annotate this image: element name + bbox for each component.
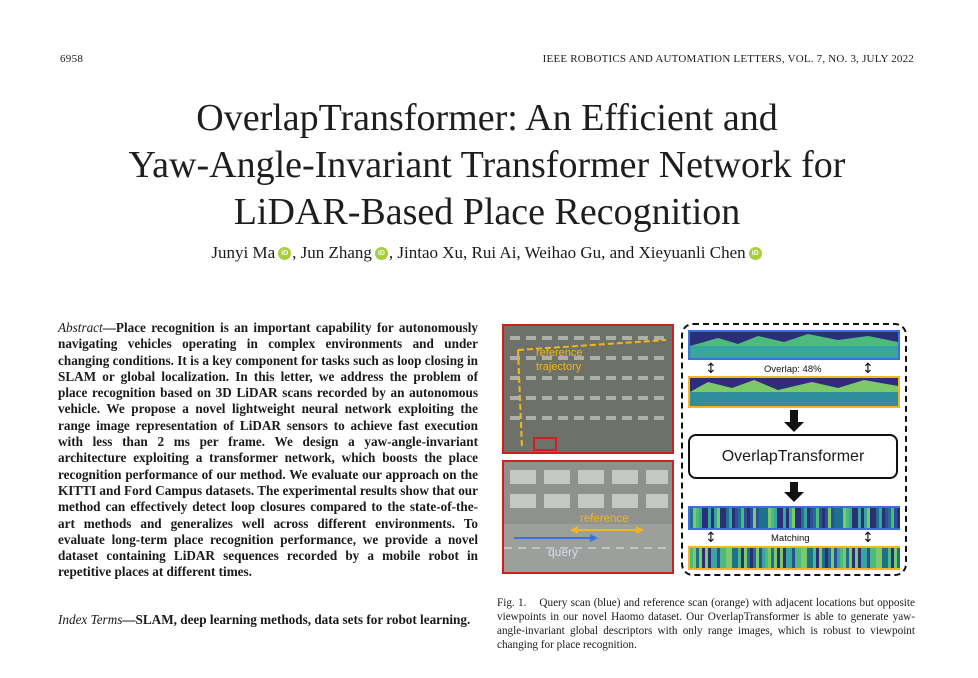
descriptor-stripe — [837, 508, 840, 528]
descriptor-stripe — [741, 548, 744, 568]
descriptor-stripe — [795, 508, 798, 528]
descriptor-stripe — [732, 548, 735, 568]
descriptor-stripe — [879, 548, 882, 568]
descriptor-stripe — [696, 548, 699, 568]
descriptor-stripe — [891, 508, 894, 528]
descriptor-stripe — [768, 508, 771, 528]
index-terms-lead: Index Terms — [58, 612, 123, 627]
descriptor-stripe — [723, 508, 726, 528]
reference-trajectory-label-2: trajectory — [536, 361, 582, 373]
orcid-icon[interactable]: iD — [375, 247, 388, 260]
descriptor-stripe — [708, 508, 711, 528]
title-line-2: Yaw-Angle-Invariant Transformer Network for — [128, 144, 846, 186]
descriptor-stripe — [816, 508, 819, 528]
descriptor-stripe — [750, 548, 753, 568]
descriptor-stripe — [738, 548, 741, 568]
descriptor-stripe — [720, 548, 723, 568]
descriptor-stripe — [765, 508, 768, 528]
descriptor-stripe — [834, 508, 837, 528]
descriptor-stripe — [762, 508, 765, 528]
descriptor-stripe — [798, 548, 801, 568]
descriptor-stripe — [708, 548, 711, 568]
descriptor-stripe — [771, 548, 774, 568]
descriptor-stripe — [831, 508, 834, 528]
descriptor-stripe — [813, 508, 816, 528]
down-arrow-icon — [784, 422, 804, 432]
descriptor-stripe — [855, 508, 858, 528]
descriptor-stripe — [897, 548, 900, 568]
descriptor-stripe — [861, 508, 864, 528]
descriptor-stripe — [789, 548, 792, 568]
descriptor-stripe — [777, 508, 780, 528]
descriptor-stripe — [774, 548, 777, 568]
descriptor-stripe — [822, 548, 825, 568]
updown-arrow-icon: ↕ — [862, 361, 874, 377]
author-2: , Jun Zhang — [292, 243, 372, 262]
descriptor-stripe — [780, 508, 783, 528]
descriptor-stripe — [726, 548, 729, 568]
running-header: IEEE ROBOTICS AND AUTOMATION LETTERS, VOL. 7, NO. 3, JULY 2022 — [542, 53, 914, 65]
descriptor-stripe — [792, 508, 795, 528]
descriptor-stripe — [810, 508, 813, 528]
descriptor-stripe — [810, 548, 813, 568]
caption-text: Query scan (blue) and reference scan (orange) with adjacent locations but opposite viewpoints in our novel Haomo dataset. Our OverlapTransformer is able to generate yaw-angle-invariant global descriptors with only range images, which is robust to viewpoint changing for place recognition. — [497, 597, 915, 651]
descriptor-stripe — [789, 508, 792, 528]
descriptor-stripe — [882, 508, 885, 528]
author-list — [60, 243, 914, 263]
descriptor-stripe — [801, 548, 804, 568]
descriptor-stripe — [744, 548, 747, 568]
descriptor-stripe — [729, 548, 732, 568]
page-number: 6958 — [60, 53, 84, 65]
reference-label: reference — [580, 513, 629, 525]
descriptor-stripe — [741, 508, 744, 528]
descriptor-stripe — [894, 508, 897, 528]
descriptor-stripe — [786, 548, 789, 568]
descriptor-stripe — [783, 548, 786, 568]
abstract-body: —Place recognition is an important capability for autonomously navigating vehicles operating in complex environments and under changing conditions. It is a key component for tasks such as loop closing in SLAM or global localization. In this letter, we address the problem of place recognition based on 3D LiDAR scans recorded by an autonomous vehicle. We propose a novel lightweight neural network exploiting the range image representation of LiDAR sensors to achieve fast execution with less than 2 ms per frame. We design a yaw-angle-invariant architecture exploiting a transformer network, which boosts the place recognition performance of our method. We evaluate our approach on the KITTI and Ford Campus datasets. The experimental results show that our method can effectively detect loop closures compared to the state-of-the-art methods and generalizes well across different environments. To evaluate long-term place recognition performance, we provide a novel dataset containing LiDAR sequences recorded by a mobile robot in repetitive places at different times. — [58, 320, 478, 580]
descriptor-stripe — [891, 548, 894, 568]
descriptor-stripe — [693, 508, 696, 528]
zoomed-street-image — [502, 460, 674, 574]
descriptor-stripe — [771, 508, 774, 528]
descriptor-stripe — [870, 548, 873, 568]
matching-label: Matching — [771, 533, 810, 544]
descriptor-stripe — [711, 508, 714, 528]
orcid-icon[interactable]: iD — [278, 247, 291, 260]
reference-trajectory-label-1: reference — [536, 347, 583, 359]
descriptor-stripe — [843, 548, 846, 568]
descriptor-stripe — [714, 548, 717, 568]
descriptor-stripe — [837, 548, 840, 568]
query-label: query — [548, 545, 579, 559]
title-line-3: LiDAR-Based Place Recognition — [233, 191, 741, 233]
updown-arrow-icon: ↕ — [705, 361, 717, 377]
descriptor-stripe — [729, 508, 732, 528]
descriptor-stripe — [762, 548, 765, 568]
descriptor-stripe — [879, 508, 882, 528]
descriptor-stripe — [888, 548, 891, 568]
descriptor-stripe — [831, 548, 834, 568]
descriptor-stripe — [852, 508, 855, 528]
descriptor-stripe — [825, 508, 828, 528]
descriptor-stripe — [876, 548, 879, 568]
orcid-icon[interactable]: iD — [749, 247, 762, 260]
descriptor-stripe — [894, 548, 897, 568]
descriptor-stripe — [825, 548, 828, 568]
descriptor-stripe — [849, 548, 852, 568]
descriptor-stripe — [714, 508, 717, 528]
descriptor-stripe — [804, 548, 807, 568]
descriptor-stripe — [861, 548, 864, 568]
descriptor-stripe — [876, 508, 879, 528]
descriptor-stripe — [804, 508, 807, 528]
descriptor-stripe — [702, 508, 705, 528]
overlap-label: Overlap: 48% — [764, 364, 822, 375]
descriptor-stripe — [747, 548, 750, 568]
descriptor-stripe — [717, 548, 720, 568]
descriptor-stripe — [885, 508, 888, 528]
descriptor-stripe — [840, 508, 843, 528]
descriptor-stripe — [765, 548, 768, 568]
descriptor-stripe — [783, 508, 786, 528]
descriptor-stripe — [864, 508, 867, 528]
figure-caption — [497, 596, 915, 652]
descriptor-stripe — [882, 548, 885, 568]
down-arrow-icon — [784, 492, 804, 502]
descriptor-stripe — [777, 548, 780, 568]
descriptor-stripe — [738, 508, 741, 528]
descriptor-stripe — [693, 548, 696, 568]
descriptor-stripe — [726, 508, 729, 528]
descriptor-stripe — [816, 548, 819, 568]
street-graphic — [504, 462, 672, 572]
descriptor-stripe — [888, 508, 891, 528]
descriptor-stripe — [747, 508, 750, 528]
descriptor-stripe — [828, 548, 831, 568]
descriptor-stripe — [846, 508, 849, 528]
descriptor-stripe — [852, 548, 855, 568]
descriptor-stripe — [732, 508, 735, 528]
descriptor-stripe — [699, 508, 702, 528]
updown-arrow-icon: ↕ — [862, 530, 874, 546]
descriptor-stripe — [807, 548, 810, 568]
descriptor-stripe — [846, 548, 849, 568]
descriptor-stripe — [828, 508, 831, 528]
descriptor-stripe — [753, 508, 756, 528]
descriptor-stripe — [834, 548, 837, 568]
title-line-1: OverlapTransformer: An Efficient and — [196, 97, 778, 139]
descriptor-stripe — [711, 548, 714, 568]
descriptor-stripe — [870, 508, 873, 528]
author-rest: , Jintao Xu, Rui Ai, Weihao Gu, and Xieyuanli Chen — [388, 243, 746, 262]
author-1: Junyi Ma — [211, 243, 276, 262]
descriptor-stripe — [705, 508, 708, 528]
descriptor-stripe — [792, 548, 795, 568]
caption-label: Fig. 1. — [497, 597, 527, 609]
descriptor-stripe — [690, 548, 693, 568]
descriptor-stripe — [819, 508, 822, 528]
descriptor-stripe — [759, 548, 762, 568]
descriptor-stripe — [699, 548, 702, 568]
descriptor-stripe — [819, 548, 822, 568]
descriptor-stripe — [735, 508, 738, 528]
descriptor-stripe — [690, 508, 693, 528]
descriptor-stripe — [759, 508, 762, 528]
paper-title — [60, 95, 914, 236]
descriptor-stripe — [744, 508, 747, 528]
abstract-lead: Abstract — [58, 320, 103, 335]
descriptor-stripe — [717, 508, 720, 528]
descriptor-stripe — [723, 548, 726, 568]
descriptor-stripe — [855, 548, 858, 568]
descriptor-stripe — [780, 548, 783, 568]
descriptor-stripe — [858, 508, 861, 528]
descriptor-stripe — [801, 508, 804, 528]
index-terms-body: —SLAM, deep learning methods, data sets for robot learning. — [122, 612, 471, 627]
descriptor-stripe — [840, 548, 843, 568]
descriptor-stripe — [807, 508, 810, 528]
aerial-map-image — [502, 324, 674, 454]
descriptor-stripe — [798, 508, 801, 528]
descriptor-stripe — [756, 508, 759, 528]
descriptor-stripe — [705, 548, 708, 568]
descriptor-stripe — [885, 548, 888, 568]
descriptor-stripe — [873, 548, 876, 568]
abstract — [58, 320, 478, 581]
descriptor-stripe — [867, 548, 870, 568]
descriptor-stripe — [867, 508, 870, 528]
descriptor-stripe — [897, 508, 900, 528]
descriptor-stripe — [864, 548, 867, 568]
descriptor-stripe — [822, 508, 825, 528]
descriptor-stripe — [753, 548, 756, 568]
descriptor-stripe — [720, 508, 723, 528]
index-terms — [58, 612, 478, 628]
descriptor-stripe — [774, 508, 777, 528]
descriptor-stripe — [702, 548, 705, 568]
updown-arrow-icon: ↕ — [705, 530, 717, 546]
aerial-map-graphic — [504, 326, 672, 452]
descriptor-stripe — [813, 548, 816, 568]
descriptor-stripe — [786, 508, 789, 528]
descriptor-stripe — [873, 508, 876, 528]
descriptor-stripe — [735, 548, 738, 568]
overlaptransformer-block: OverlapTransformer — [688, 434, 898, 479]
descriptor-stripe — [756, 548, 759, 568]
descriptor-stripe — [843, 508, 846, 528]
descriptor-stripe — [795, 548, 798, 568]
descriptor-stripe — [858, 548, 861, 568]
descriptor-stripe — [750, 508, 753, 528]
descriptor-stripe — [849, 508, 852, 528]
descriptor-stripe — [768, 548, 771, 568]
descriptor-stripe — [696, 508, 699, 528]
